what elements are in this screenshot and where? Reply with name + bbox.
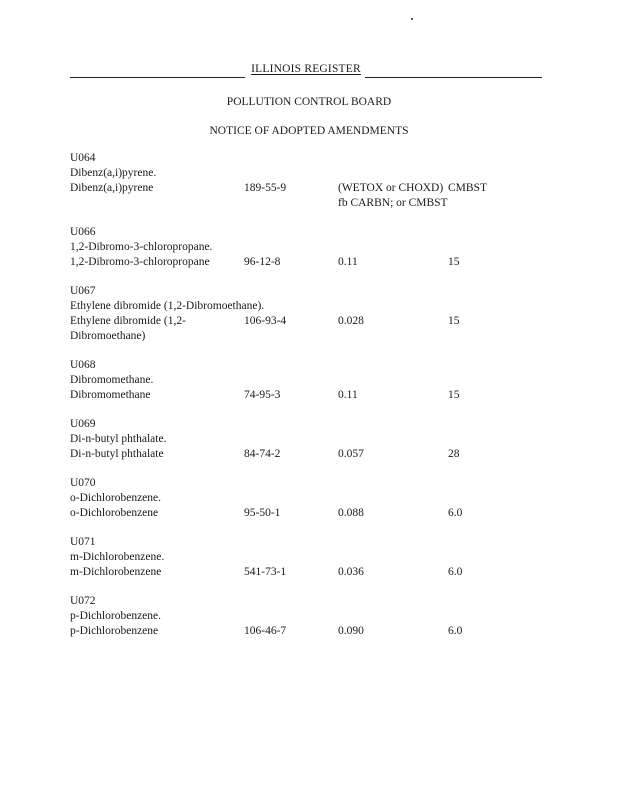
scan-speck <box>411 18 413 20</box>
constituent-row <box>70 447 550 462</box>
waste-heading: Ethylene dibromide (1,2-Dibromoethane). <box>70 300 265 312</box>
nonwastewater-standard: CMBST <box>448 182 487 194</box>
constituent-row <box>70 388 550 403</box>
waste-code: U068 <box>70 359 96 371</box>
constituent-name: m-Dichlorobenzene <box>70 566 162 578</box>
waste-code: U066 <box>70 226 96 238</box>
waste-code: U072 <box>70 595 96 607</box>
constituent-name: Ethylene dibromide (1,2-Dibromoethane) <box>70 315 186 342</box>
wastewater-standard: 0.057 <box>338 448 364 460</box>
wastewater-standard: 0.11 <box>338 389 358 401</box>
nonwastewater-standard: 15 <box>448 256 460 268</box>
wastewater-standard: 0.088 <box>338 507 364 519</box>
nonwastewater-standard: 15 <box>448 315 460 327</box>
constituent-row <box>70 565 550 580</box>
cas-number: 106-93-4 <box>244 315 287 327</box>
waste-entry-u067 <box>70 284 550 344</box>
constituent-row <box>70 181 550 211</box>
waste-code: U071 <box>70 536 96 548</box>
header-rule-right <box>365 77 542 78</box>
waste-entry-u072 <box>70 594 550 639</box>
header-rule-left <box>70 77 245 78</box>
register-title: ILLINOIS REGISTER <box>251 63 361 75</box>
waste-heading: Dibromomethane. <box>70 374 154 386</box>
nonwastewater-standard: 6.0 <box>448 507 463 519</box>
waste-heading: m-Dichlorobenzene. <box>70 551 165 563</box>
waste-entry-u071 <box>70 535 550 580</box>
cas-number: 189-55-9 <box>244 182 287 194</box>
nonwastewater-standard: 6.0 <box>448 625 463 637</box>
constituent-row <box>70 624 550 639</box>
waste-entry-u064 <box>70 151 550 211</box>
waste-heading: o-Dichlorobenzene. <box>70 492 162 504</box>
wastewater-standard: 0.028 <box>338 315 364 327</box>
wastewater-standard: (WETOX or CHOXD) fb CARBN; or CMBST <box>338 182 448 209</box>
cas-number: 74-95-3 <box>244 389 281 401</box>
wastewater-standard: 0.11 <box>338 256 358 268</box>
waste-code: U070 <box>70 477 96 489</box>
waste-entry-u070 <box>70 476 550 521</box>
nonwastewater-standard: 15 <box>448 389 460 401</box>
waste-heading: 1,2-Dibromo-3-chloropropane. <box>70 241 213 253</box>
cas-number: 95-50-1 <box>244 507 281 519</box>
constituent-name: Dibromomethane <box>70 389 151 401</box>
constituent-row <box>70 314 550 344</box>
constituent-name: Di-n-butyl phthalate <box>70 448 164 460</box>
notice-title: NOTICE OF ADOPTED AMENDMENTS <box>209 125 409 137</box>
cas-number: 106-46-7 <box>244 625 287 637</box>
waste-heading: Dibenz(a,i)pyrene. <box>70 167 157 179</box>
constituent-name: p-Dichlorobenzene <box>70 625 159 637</box>
nonwastewater-standard: 28 <box>448 448 460 460</box>
waste-code-list <box>70 151 550 653</box>
waste-heading: Di-n-butyl phthalate. <box>70 433 167 445</box>
cas-number: 84-74-2 <box>244 448 281 460</box>
waste-code: U069 <box>70 418 96 430</box>
board-title: POLLUTION CONTROL BOARD <box>226 96 392 108</box>
wastewater-standard: 0.036 <box>338 566 364 578</box>
cas-number: 96-12-8 <box>244 256 281 268</box>
constituent-row <box>70 506 550 521</box>
wastewater-standard: 0.090 <box>338 625 364 637</box>
waste-heading: p-Dichlorobenzene. <box>70 610 162 622</box>
constituent-name: Dibenz(a,i)pyrene <box>70 182 154 194</box>
cas-number: 541-73-1 <box>244 566 287 578</box>
constituent-name: o-Dichlorobenzene <box>70 507 159 519</box>
waste-entry-u068 <box>70 358 550 403</box>
nonwastewater-standard: 6.0 <box>448 566 463 578</box>
constituent-name: 1,2-Dibromo-3-chloropropane <box>70 256 210 268</box>
waste-code: U067 <box>70 285 96 297</box>
waste-code: U064 <box>70 152 96 164</box>
waste-entry-u069 <box>70 417 550 462</box>
constituent-row <box>70 255 550 270</box>
waste-entry-u066 <box>70 225 550 270</box>
